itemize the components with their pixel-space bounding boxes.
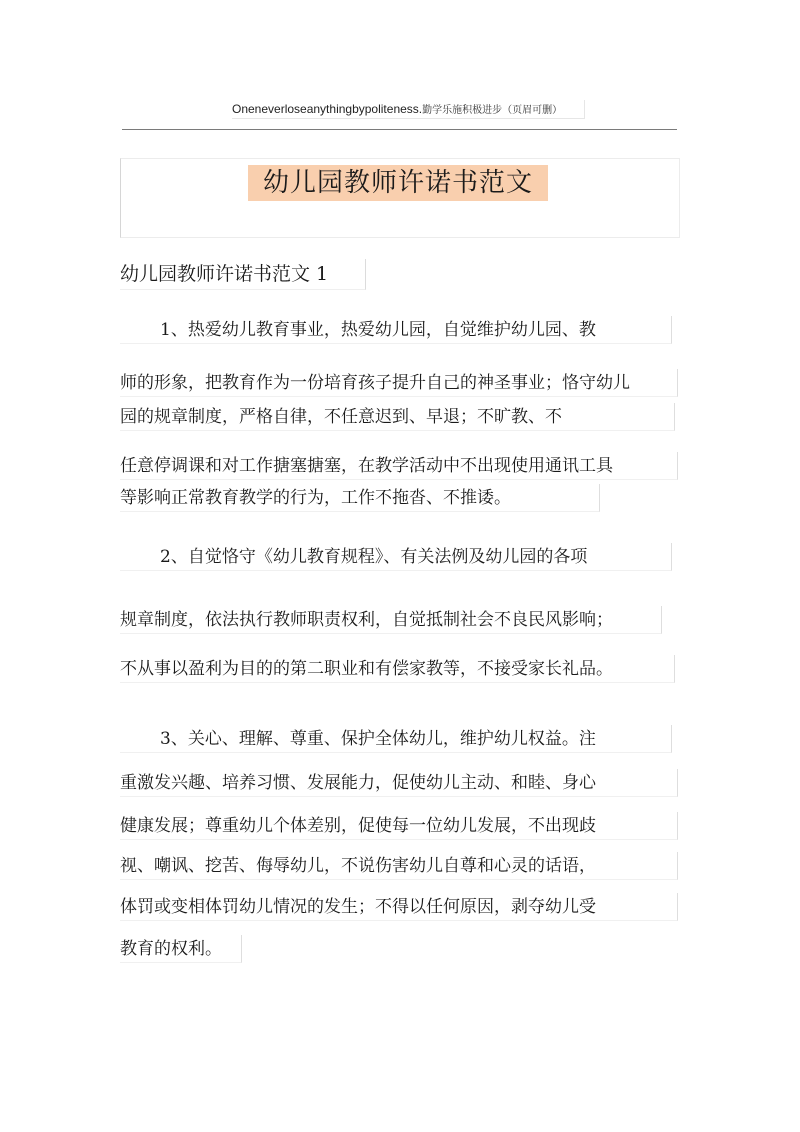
paragraph-line-12: 视、嘲讽、挖苦、侮辱幼儿，不说伤害幼儿自尊和心灵的话语， (120, 852, 678, 880)
header-divider (122, 129, 677, 130)
page-header (232, 100, 585, 119)
paragraph-line-3: 园的规章制度，严格自律，不任意迟到、早退；不旷教、不 (120, 403, 675, 431)
paragraph-line-11: 健康发展；尊重幼儿个体差别，促使每一位幼儿发展，不出现歧 (120, 812, 678, 840)
paragraph-line-7: 规章制度，依法执行教师职责权利，自觉抵制社会不良民风影响； (120, 606, 662, 634)
paragraph-line-4: 任意停调课和对工作搪塞搪塞，在教学活动中不出现使用通讯工具 (120, 452, 678, 480)
header-english-text: Oneneverloseanythingbypoliteness. (232, 102, 423, 116)
document-title: 幼儿园教师许诺书范文 (248, 165, 548, 201)
paragraph-line-9: 3、关心、理解、尊重、保护全体幼儿，维护幼儿权益。注 (120, 725, 672, 753)
paragraph-line-14: 教育的权利。 (120, 935, 242, 963)
paragraph-line-13: 体罚或变相体罚幼儿情况的发生；不得以任何原因，剥夺幼儿受 (120, 893, 678, 921)
paragraph-line-5: 等影响正常教育教学的行为，工作不拖沓、不推诿。 (120, 484, 600, 512)
header-chinese-text: 勤学乐施积极进步（页眉可删） (422, 105, 563, 116)
paragraph-line-8: 不从事以盈利为目的的第二职业和有偿家教等，不接受家长礼品。 (120, 655, 675, 683)
paragraph-line-2: 师的形象，把教育作为一份培育孩子提升自己的神圣事业；恪守幼儿 (120, 369, 678, 397)
paragraph-line-10: 重激发兴趣、培养习惯、发展能力，促使幼儿主动、和睦、身心 (120, 769, 678, 797)
paragraph-line-6: 2、自觉恪守《幼儿教育规程》、有关法例及幼儿园的各项 (120, 543, 672, 571)
paragraph-line-1: 1、热爱幼儿教育事业，热爱幼儿园，自觉维护幼儿园、教 (120, 316, 672, 344)
section-heading: 幼儿园教师许诺书范文 1 (120, 259, 366, 290)
